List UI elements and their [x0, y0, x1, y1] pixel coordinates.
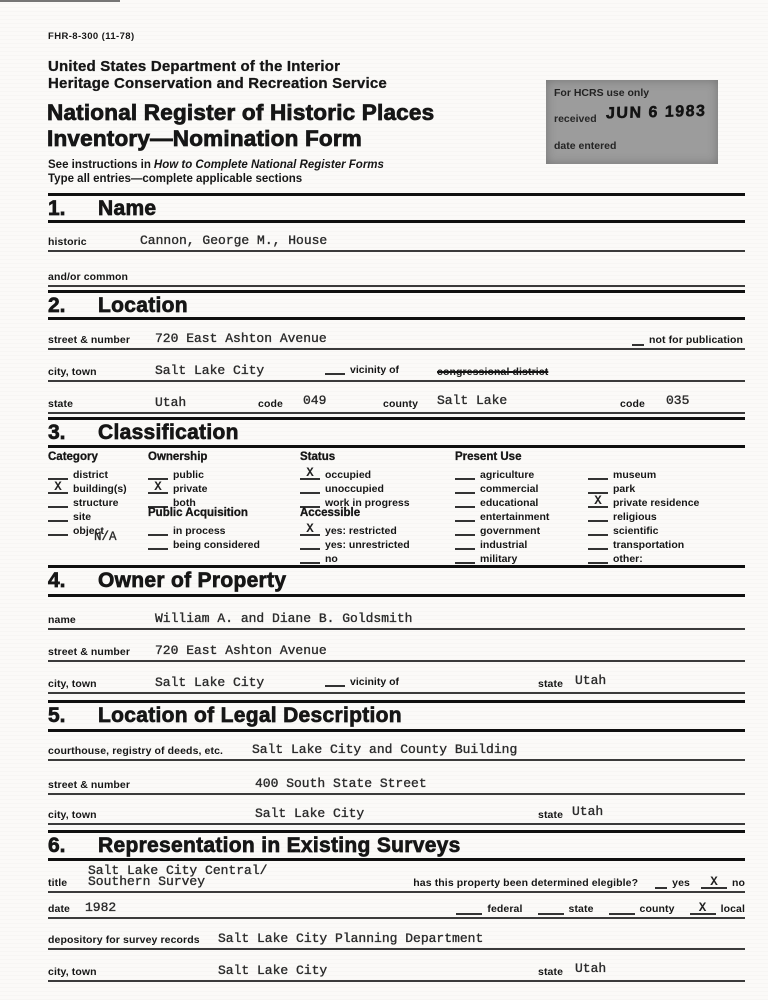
section-number: 5.: [48, 704, 66, 727]
checkbox-blank: [300, 551, 320, 564]
checkbox-mark: X: [306, 522, 314, 536]
vicinity-checkbox: [325, 672, 399, 690]
checkbox-private: [148, 479, 208, 495]
checkbox-blank: [538, 902, 564, 915]
checkbox-label: structure: [73, 497, 119, 509]
checkbox-blank: [690, 902, 716, 915]
checkbox-blank: [588, 551, 608, 564]
checkbox-label: work in progress: [325, 497, 410, 509]
checkbox-label: district: [73, 469, 109, 481]
checkbox-blank: [325, 362, 345, 375]
checkbox-label: no: [325, 553, 338, 565]
section-4-header: [48, 565, 745, 597]
checkbox-commercial: [455, 479, 539, 495]
depository-label: depository for survey records: [48, 934, 200, 946]
form-number: FHR-8-300 (11-78): [48, 31, 135, 42]
checkbox-religious: [588, 507, 657, 523]
field-legal-street: [48, 766, 745, 795]
checkbox-blank: [632, 333, 644, 346]
checkbox-work-in-progress: [300, 493, 410, 509]
field-survey-city: [48, 952, 745, 982]
checkbox-district: [48, 465, 109, 481]
checkbox-label: being considered: [173, 539, 260, 551]
checkbox-blank: [456, 902, 482, 915]
section-number: 1.: [48, 197, 66, 220]
federal-label: federal: [487, 903, 523, 915]
instructions-line-2: Type all entries—complete applicable sections: [48, 173, 303, 185]
checkbox-no: [300, 549, 338, 565]
date-value: 1982: [85, 900, 117, 915]
state-value: Utah: [575, 961, 607, 976]
checkbox-label: other:: [613, 553, 643, 565]
field-legal-city: [48, 797, 745, 825]
checkbox-label: unoccupied: [325, 483, 384, 495]
checkbox-label: public: [173, 469, 204, 481]
ownership-header: Ownership: [148, 451, 208, 463]
checkbox-label: commercial: [480, 483, 539, 495]
classification-grid: [48, 448, 745, 565]
checkbox-label: private residence: [613, 497, 700, 509]
checkbox-label: agriculture: [480, 469, 535, 481]
name-value: William A. and Diane B. Goldsmith: [155, 611, 413, 626]
courthouse-label: courthouse, registry of deeds, etc.: [48, 745, 224, 757]
city-value: Salt Lake City: [218, 963, 328, 978]
checkbox-other: [588, 549, 643, 565]
status-header: Status: [300, 451, 336, 463]
street-value: 400 South State Street: [255, 776, 427, 791]
survey-title-line-1: Salt Lake City Central/: [88, 863, 268, 878]
checkbox-mark: X: [698, 901, 707, 915]
street-value: 720 East Ashton Avenue: [155, 331, 327, 346]
city-value: Salt Lake City: [255, 806, 365, 821]
section-6-header: [48, 830, 745, 861]
city-label: city, town: [48, 966, 97, 978]
checkbox-blank: [325, 674, 345, 687]
checkbox-mark: X: [306, 466, 314, 480]
checkbox-label: government: [480, 525, 541, 537]
present-use-header: Present Use: [455, 451, 522, 463]
hcrs-box-header: For HCRS use only: [554, 87, 650, 99]
form-title-line-2: Inventory—Nomination Form: [47, 126, 363, 151]
checkbox-label: yes: unrestricted: [325, 539, 410, 551]
checkbox-label: private: [173, 483, 208, 495]
city-label: city, town: [48, 366, 97, 378]
category-header: Category: [48, 451, 98, 463]
checkbox-label: military: [480, 553, 518, 565]
checkbox-label: transportation: [613, 539, 685, 551]
field-city-town: [48, 353, 745, 382]
checkbox-label: museum: [613, 469, 657, 481]
date-label: date: [48, 903, 70, 915]
historic-value: Cannon, George M., House: [140, 233, 328, 248]
checkbox-military: [455, 549, 518, 565]
field-street-number: [48, 321, 745, 350]
checkbox-label: educational: [480, 497, 539, 509]
name-label: name: [48, 614, 76, 626]
instructions-line-1: See instructions in How to Complete National Register Forms: [48, 159, 384, 171]
checkbox-mark: X: [710, 875, 718, 889]
title-label: title: [48, 877, 68, 889]
checkbox-label: park: [613, 483, 636, 495]
section-number: 6.: [48, 834, 66, 857]
survey-title-line-2: Southern Survey: [88, 874, 206, 889]
local-level-label: local: [720, 903, 745, 915]
state-label: state: [538, 966, 564, 978]
city-label: city, town: [48, 678, 97, 690]
checkbox-label: yes: restricted: [325, 525, 397, 537]
na-note: N/A: [94, 530, 117, 544]
section-title: Representation in Existing Surveys: [98, 834, 461, 857]
section-title: Name: [98, 197, 157, 220]
street-label: street & number: [48, 646, 131, 658]
city-value: Salt Lake City: [155, 675, 265, 690]
survey-level-group: [456, 902, 745, 915]
form-title-line-1: National Register of Historic Places: [47, 100, 435, 125]
checkbox-blank: [148, 537, 168, 550]
agency-line-1: United States Department of the Interior: [48, 58, 341, 75]
section-5-header: [48, 700, 745, 732]
checkbox-label: industrial: [480, 539, 528, 551]
checkbox-both: [148, 493, 196, 509]
section-title: Location: [98, 294, 188, 317]
section-1-header: [48, 193, 745, 223]
state-value: Utah: [575, 673, 607, 688]
code-value: 035: [666, 393, 690, 408]
checkbox-label: site: [73, 511, 92, 523]
received-date-stamp: JUN 6 1983: [605, 102, 707, 123]
section-title: Classification: [98, 421, 239, 444]
checkbox-yes-unrestricted: [300, 535, 410, 551]
state-label: state: [538, 809, 564, 821]
vicinity-label: vicinity of: [350, 676, 400, 688]
street-label: street & number: [48, 779, 131, 791]
section-number: 4.: [48, 569, 66, 592]
checkbox-yes-restricted: [300, 521, 397, 537]
checkbox-label: both: [173, 497, 196, 509]
checkbox-blank: [655, 876, 667, 889]
state-value: Utah: [572, 804, 604, 819]
congressional-district-struck-label: congressional district: [437, 366, 549, 378]
state-label: state: [538, 678, 564, 690]
field-common-name: [48, 256, 745, 287]
checkbox-blank: [455, 551, 475, 564]
checkbox-museum: [588, 465, 657, 481]
hcrs-use-only-box: [546, 80, 718, 164]
checkbox-mark: X: [154, 480, 162, 494]
street-label: street & number: [48, 334, 131, 346]
date-entered-label: date entered: [554, 140, 617, 152]
checkbox-entertainment: [455, 507, 550, 523]
city-value: Salt Lake City: [155, 363, 265, 378]
code-value: 049: [303, 393, 327, 408]
field-owner-name: [48, 600, 745, 630]
checkbox-label: in process: [173, 525, 226, 537]
checkbox-mark: X: [594, 494, 602, 508]
code-label: code: [258, 398, 283, 410]
section-title: Location of Legal Description: [98, 704, 402, 727]
vicinity-label: vicinity of: [350, 364, 400, 376]
agency-line-2: Heritage Conservation and Recreation Service: [48, 75, 387, 92]
checkbox-educational: [455, 493, 539, 509]
checkbox-mark: X: [54, 480, 62, 494]
eligibility-question: has this property been determined elegible?: [413, 877, 639, 889]
courthouse-value: Salt Lake City and County Building: [252, 742, 518, 757]
vicinity-checkbox: [325, 360, 399, 378]
field-survey-title: [48, 862, 745, 893]
street-value: 720 East Ashton Avenue: [155, 643, 327, 658]
checkbox-structure: [48, 493, 119, 509]
checkbox-transportation: [588, 535, 685, 551]
checkbox-public: [148, 465, 204, 481]
section-number: 2.: [48, 294, 66, 317]
received-label: received: [554, 113, 597, 125]
checkbox-park: [588, 479, 636, 495]
checkbox-in-process: [148, 521, 226, 537]
yes-label: yes: [672, 877, 690, 889]
field-state-county: [48, 385, 745, 414]
eligibility-question-group: [413, 876, 745, 889]
state-level-label: state: [568, 903, 594, 915]
city-label: city, town: [48, 809, 97, 821]
checkbox-label: object: [73, 525, 104, 537]
field-owner-city: [48, 664, 745, 694]
checkbox-government: [455, 521, 541, 537]
checkbox-blank: [701, 876, 727, 889]
historic-label: historic: [48, 236, 87, 248]
code-label: code: [620, 398, 645, 410]
field-historic-name: [48, 223, 745, 252]
field-depository: [48, 921, 745, 950]
accessible-header: Accessible: [300, 507, 361, 519]
county-level-label: county: [639, 903, 675, 915]
section-title: Owner of Property: [98, 569, 287, 592]
no-label: no: [731, 877, 745, 889]
section-2-header: [48, 290, 745, 320]
checkbox-agriculture: [455, 465, 535, 481]
section-3-header: [48, 417, 745, 448]
checkbox-buildings: [48, 479, 127, 495]
field-courthouse: [48, 733, 745, 761]
checkbox-scientific: [588, 521, 659, 537]
checkbox-label: scientific: [613, 525, 659, 537]
state-value: Utah: [155, 395, 187, 410]
depository-value: Salt Lake City Planning Department: [218, 931, 484, 946]
checkbox-industrial: [455, 535, 528, 551]
not-for-publication-checkbox: [632, 333, 743, 346]
common-label: and/or common: [48, 271, 129, 283]
checkbox-label: religious: [613, 511, 657, 523]
county-label: county: [383, 398, 419, 410]
scan-edge-artifact: [0, 0, 120, 2]
public-acquisition-header: Public Acquisition: [148, 507, 248, 519]
section-number: 3.: [48, 421, 66, 444]
checkbox-occupied: [300, 465, 372, 481]
field-survey-date: [48, 895, 745, 919]
state-label: state: [48, 398, 74, 410]
not-for-publication-label: not for publication: [648, 334, 743, 346]
checkbox-label: building(s): [73, 483, 127, 495]
county-value: Salt Lake: [437, 393, 508, 408]
checkbox-being-considered: [148, 535, 260, 551]
checkbox-unoccupied: [300, 479, 384, 495]
checkbox-label: entertainment: [480, 511, 550, 523]
checkbox-blank: [609, 902, 635, 915]
checkbox-private-residence: [588, 493, 700, 509]
checkbox-blank: [48, 523, 68, 536]
checkbox-site: [48, 507, 92, 523]
checkbox-label: occupied: [325, 469, 372, 481]
field-owner-street: [48, 632, 745, 662]
